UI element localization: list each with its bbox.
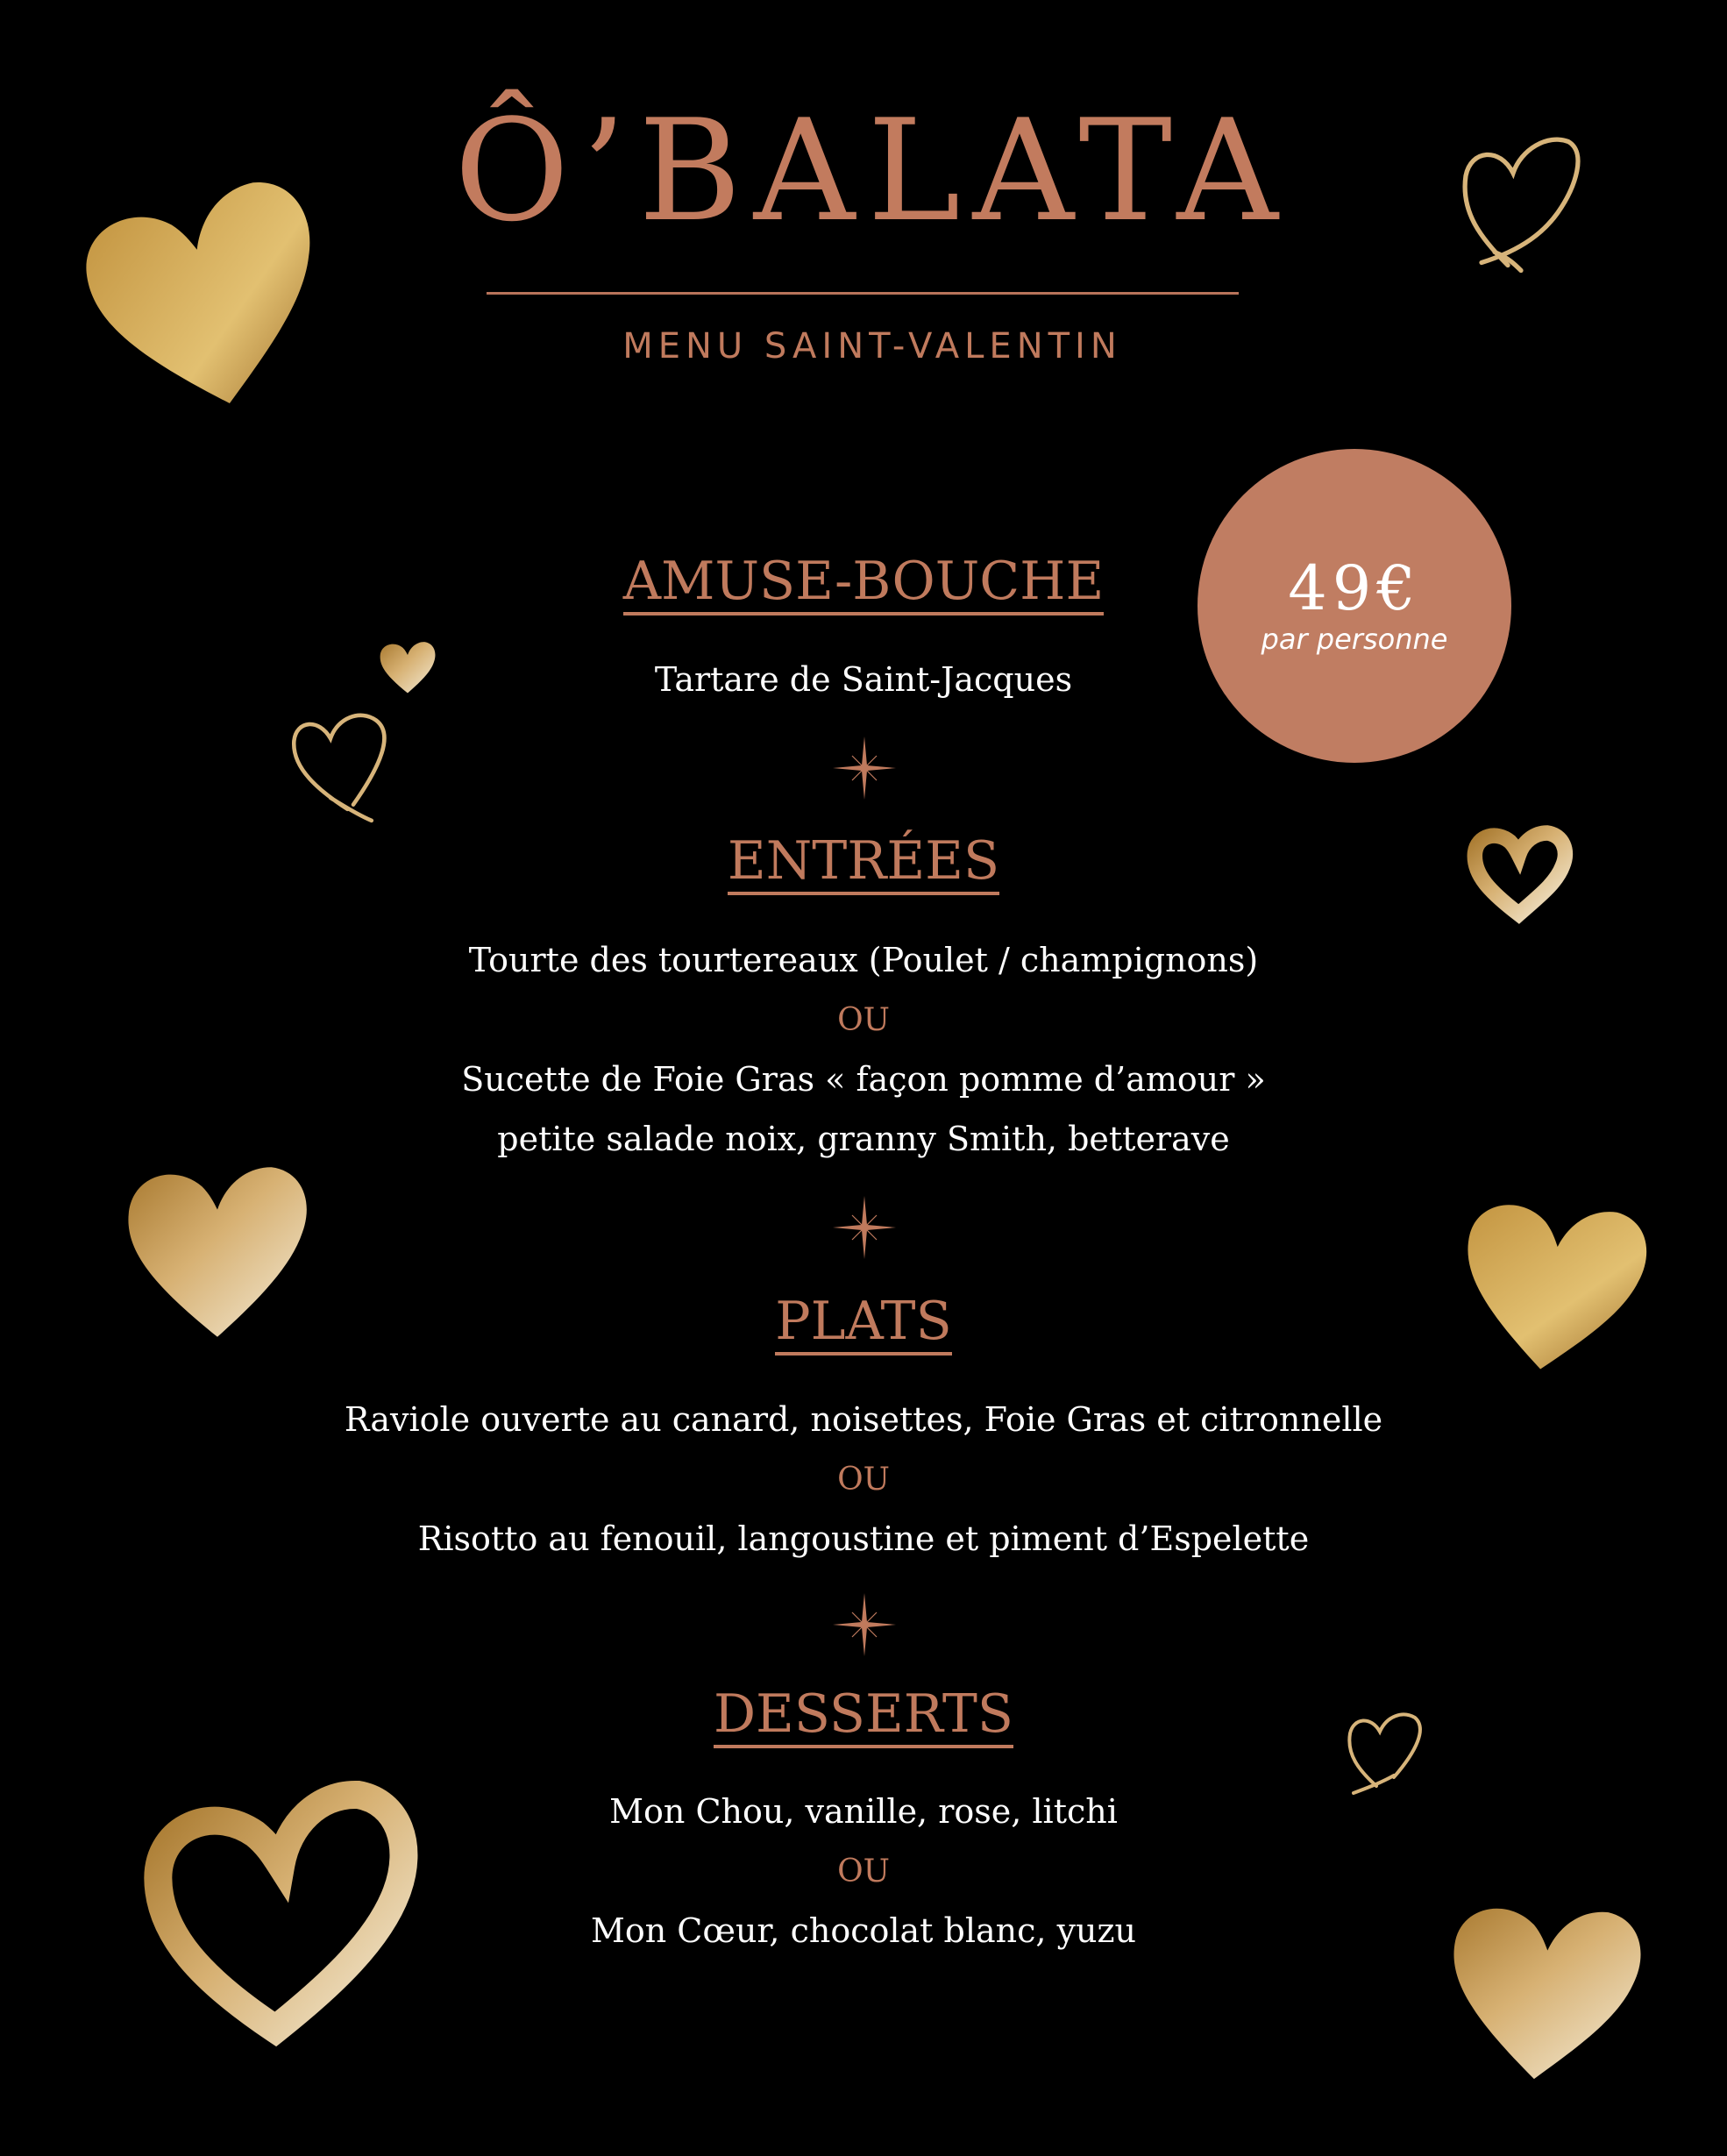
- gold-heart-icon: [112, 1156, 323, 1348]
- menu-item: Tourte des tourtereaux (Poulet / champignons): [468, 941, 1259, 979]
- gold-heart-icon: [1438, 1894, 1648, 2096]
- gold-heart-icon: [83, 180, 333, 425]
- section-title-entrees: ENTRÉES: [0, 830, 1727, 895]
- heart-outline-icon: [1455, 132, 1587, 281]
- menu-item-detail: petite salade noix, granny Smith, betterave: [497, 1120, 1230, 1158]
- menu-item: Risotto au fenouil, langoustine et piment d’Espelette: [417, 1519, 1310, 1558]
- heart-outline-icon: [1341, 1705, 1429, 1802]
- title-divider: [487, 292, 1239, 295]
- menu-item: Raviole ouverte au canard, noisettes, Foie Gras et citronnelle: [344, 1400, 1383, 1439]
- heart-outline-icon: [285, 706, 399, 837]
- menu-item: Mon Chou, vanille, rose, litchi: [609, 1792, 1118, 1831]
- section-title-desserts: DESSERTS: [0, 1683, 1727, 1748]
- price-value: 49€: [1288, 552, 1421, 624]
- heart-outline-icon: [1460, 820, 1578, 929]
- menu-item: Tartare de Saint-Jacques: [654, 660, 1073, 699]
- menu-item: Mon Cœur, chocolat blanc, yuzu: [590, 1911, 1137, 1950]
- section-title-plats: PLATS: [0, 1291, 1727, 1356]
- menu-item: Sucette de Foie Gras « façon pomme d’amour »: [461, 1060, 1266, 1099]
- sparkle-star-icon: [831, 1591, 898, 1658]
- section-title-amuse-bouche: AMUSE-BOUCHE: [0, 551, 1727, 615]
- menu-subtitle: MENU SAINT-VALENTIN: [622, 326, 1122, 366]
- gold-heart-icon: [375, 638, 440, 698]
- price-per-person: par personne: [1261, 623, 1448, 656]
- sparkle-star-icon: [831, 1194, 898, 1261]
- restaurant-title: Ô’BALATA: [454, 89, 1290, 253]
- heart-outline-icon: [140, 1771, 421, 2060]
- or-separator: OU: [837, 1854, 890, 1889]
- gold-heart-icon: [1451, 1192, 1652, 1385]
- sparkle-star-icon: [831, 735, 898, 801]
- or-separator: OU: [837, 1462, 890, 1498]
- or-separator: OU: [837, 1002, 890, 1038]
